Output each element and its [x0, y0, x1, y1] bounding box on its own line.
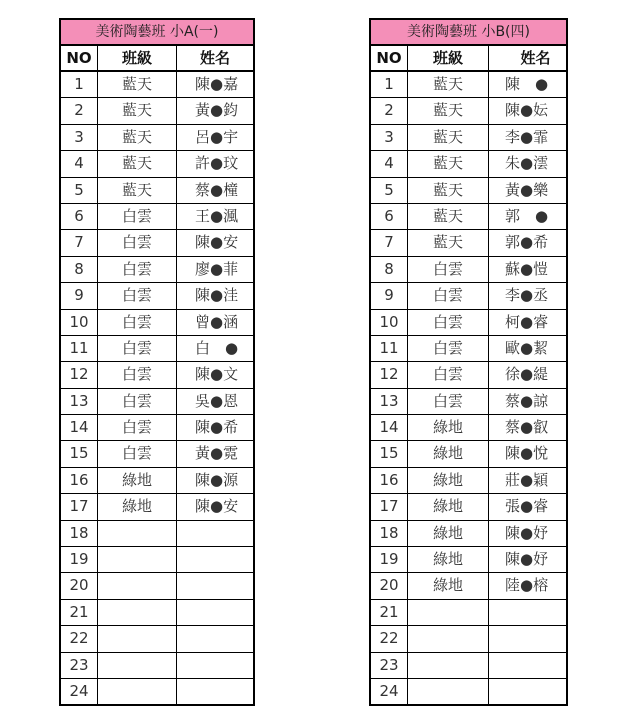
row-no: 16	[61, 468, 98, 493]
table-row	[61, 468, 253, 494]
table-row	[371, 151, 566, 177]
row-no: 15	[371, 441, 408, 466]
row-no: 4	[61, 151, 98, 176]
row-name: 陳●安	[195, 497, 239, 516]
row-no: 14	[371, 415, 408, 440]
header-name: 姓名	[520, 49, 551, 67]
row-no: 11	[371, 336, 408, 361]
row-no: 11	[61, 336, 98, 361]
row-class: 藍天	[408, 178, 489, 203]
row-class: 白雲	[98, 310, 177, 335]
row-name: 曾●涵	[195, 312, 239, 331]
row-no: 16	[371, 468, 408, 493]
row-class: 藍天	[408, 98, 489, 123]
row-name	[489, 600, 566, 625]
table-row	[371, 415, 566, 441]
row-no: 8	[61, 257, 98, 282]
row-class: 白雲	[98, 415, 177, 440]
row-no: 5	[61, 178, 98, 203]
row-class: 藍天	[98, 151, 177, 176]
row-class: 綠地	[408, 573, 489, 598]
row-name	[177, 573, 253, 598]
row-class: 白雲	[408, 389, 489, 414]
row-name: 李●丞	[505, 286, 549, 305]
header-class: 班級	[408, 46, 489, 70]
table-row	[371, 441, 566, 467]
row-class: 白雲	[98, 389, 177, 414]
row-no: 22	[371, 626, 408, 651]
row-name: 陳●洼	[195, 286, 239, 305]
table-row	[61, 98, 253, 124]
table-row	[371, 283, 566, 309]
row-class	[98, 679, 177, 704]
row-name	[177, 679, 253, 704]
table-row	[371, 600, 566, 626]
table-row	[371, 72, 566, 98]
class-roster-table-b	[369, 18, 568, 706]
row-name: 莊●穎	[505, 470, 549, 489]
table-row	[371, 547, 566, 573]
table-title: 美術陶藝班 小B(四)	[371, 20, 566, 46]
row-name: 陳●嘉	[195, 75, 239, 93]
row-name: 郭●希	[505, 233, 549, 252]
row-no: 20	[371, 573, 408, 598]
row-no: 12	[61, 362, 98, 387]
row-no: 3	[61, 125, 98, 150]
row-name: 王●渢	[195, 206, 239, 225]
row-class	[408, 679, 489, 704]
row-name: 蔡●橦	[195, 180, 239, 199]
row-name: 黃●鈞	[195, 101, 239, 120]
row-class: 綠地	[408, 415, 489, 440]
table-row	[371, 468, 566, 494]
row-no: 2	[371, 98, 408, 123]
table-row	[371, 257, 566, 283]
table-row	[371, 178, 566, 204]
table-row	[371, 521, 566, 547]
row-no: 10	[371, 310, 408, 335]
table-row	[61, 283, 253, 309]
row-class: 藍天	[408, 151, 489, 176]
row-class: 藍天	[408, 125, 489, 150]
row-no: 19	[61, 547, 98, 572]
row-name	[177, 626, 253, 651]
row-no: 19	[371, 547, 408, 572]
row-name: 陳●妤	[505, 550, 549, 569]
row-class: 藍天	[98, 125, 177, 150]
row-name	[489, 653, 566, 678]
row-class	[98, 521, 177, 546]
table-row	[371, 310, 566, 336]
row-class: 綠地	[408, 547, 489, 572]
row-no: 17	[61, 494, 98, 519]
header-no: NO	[371, 46, 408, 70]
row-name: 陸●榕	[505, 576, 549, 595]
table-row	[61, 679, 253, 704]
row-class: 白雲	[98, 441, 177, 466]
table-row	[61, 547, 253, 573]
table-row	[61, 389, 253, 415]
table-row	[371, 653, 566, 679]
row-no: 13	[61, 389, 98, 414]
row-class: 藍天	[408, 72, 489, 97]
header-name: 姓名	[199, 49, 230, 67]
table-row	[371, 230, 566, 256]
row-name	[489, 679, 566, 704]
row-name	[177, 600, 253, 625]
row-class	[98, 573, 177, 598]
row-no: 2	[61, 98, 98, 123]
row-name	[489, 626, 566, 651]
table-row	[61, 178, 253, 204]
row-no: 5	[371, 178, 408, 203]
row-name: 白 ●	[195, 338, 239, 357]
row-class: 綠地	[408, 468, 489, 493]
row-name	[177, 653, 253, 678]
row-name: 陳●希	[195, 418, 239, 437]
table-row	[61, 336, 253, 362]
row-no: 18	[61, 521, 98, 546]
row-name	[177, 521, 253, 546]
row-class: 白雲	[98, 362, 177, 387]
row-no: 1	[61, 72, 98, 97]
table-row	[371, 204, 566, 230]
row-class: 白雲	[408, 310, 489, 335]
row-name: 李●霏	[505, 127, 549, 146]
row-no: 7	[61, 230, 98, 255]
row-name: 郭 ●	[505, 206, 549, 225]
table-row	[371, 494, 566, 520]
row-no: 13	[371, 389, 408, 414]
row-class	[98, 547, 177, 572]
row-class: 白雲	[98, 336, 177, 361]
table-row	[61, 494, 253, 520]
row-name: 蘇●愷	[505, 259, 549, 278]
table-row	[61, 415, 253, 441]
row-class: 白雲	[408, 336, 489, 361]
row-no: 10	[61, 310, 98, 335]
table-row	[61, 521, 253, 547]
table-row	[61, 72, 253, 98]
row-no: 23	[371, 653, 408, 678]
table-row	[371, 679, 566, 704]
row-name: 廖●菲	[195, 259, 239, 278]
table-title: 美術陶藝班 小A(一)	[61, 20, 253, 46]
row-class: 白雲	[408, 283, 489, 308]
row-class	[98, 600, 177, 625]
row-no: 6	[61, 204, 98, 229]
row-no: 15	[61, 441, 98, 466]
row-class: 白雲	[98, 204, 177, 229]
row-class: 藍天	[98, 178, 177, 203]
table-row	[61, 230, 253, 256]
table-body	[61, 72, 253, 704]
table-row	[61, 441, 253, 467]
table-row	[61, 362, 253, 388]
row-name	[177, 547, 253, 572]
table-body	[371, 72, 566, 704]
row-no: 6	[371, 204, 408, 229]
table-row	[61, 257, 253, 283]
row-no: 14	[61, 415, 98, 440]
row-no: 9	[371, 283, 408, 308]
table-row	[371, 573, 566, 599]
table-row	[61, 310, 253, 336]
row-name: 呂●宇	[195, 127, 239, 146]
row-no: 24	[61, 679, 98, 704]
table-row	[371, 98, 566, 124]
table-row	[371, 626, 566, 652]
table-row	[61, 653, 253, 679]
row-class: 白雲	[98, 283, 177, 308]
row-no: 22	[61, 626, 98, 651]
row-class	[98, 653, 177, 678]
table-row	[61, 573, 253, 599]
row-name: 柯●睿	[505, 312, 549, 331]
row-name: 陳●源	[195, 470, 239, 489]
row-name: 朱●澐	[505, 154, 549, 173]
table-row	[371, 336, 566, 362]
class-roster-table-a	[59, 18, 255, 706]
row-name: 歐●絜	[505, 338, 549, 357]
table-row	[61, 151, 253, 177]
header-row	[61, 46, 253, 72]
row-no: 4	[371, 151, 408, 176]
table-row	[61, 626, 253, 652]
row-no: 7	[371, 230, 408, 255]
row-name: 陳●悅	[505, 444, 549, 463]
header-class: 班級	[98, 46, 177, 70]
row-name: 黃●霓	[195, 444, 239, 463]
table-row	[61, 204, 253, 230]
row-class	[408, 626, 489, 651]
row-no: 18	[371, 521, 408, 546]
header-row	[371, 46, 566, 72]
table-row	[61, 125, 253, 151]
row-name: 徐●緹	[505, 365, 549, 384]
row-class: 綠地	[408, 494, 489, 519]
row-class: 藍天	[408, 204, 489, 229]
row-class: 白雲	[408, 257, 489, 282]
row-class: 白雲	[98, 257, 177, 282]
row-no: 17	[371, 494, 408, 519]
table-row	[371, 125, 566, 151]
row-class: 藍天	[98, 72, 177, 97]
row-name: 陳●文	[195, 365, 239, 384]
row-name: 陳 ●	[505, 75, 549, 93]
row-class: 藍天	[98, 98, 177, 123]
row-name: 蔡●諒	[505, 391, 549, 410]
row-class	[408, 653, 489, 678]
row-name: 蔡●叡	[505, 418, 549, 437]
row-name: 許●玟	[195, 154, 239, 173]
row-name: 陳●安	[195, 233, 239, 252]
row-class: 白雲	[98, 230, 177, 255]
table-row	[371, 362, 566, 388]
row-name: 陳●妘	[505, 101, 549, 120]
row-no: 9	[61, 283, 98, 308]
row-no: 8	[371, 257, 408, 282]
row-class: 藍天	[408, 230, 489, 255]
row-no: 21	[61, 600, 98, 625]
row-name: 張●睿	[505, 497, 549, 516]
row-name: 黃●樂	[505, 180, 549, 199]
row-class: 白雲	[408, 362, 489, 387]
row-class	[408, 600, 489, 625]
row-no: 23	[61, 653, 98, 678]
row-name: 陳●妤	[505, 523, 549, 542]
row-class: 綠地	[98, 468, 177, 493]
row-no: 24	[371, 679, 408, 704]
row-no: 21	[371, 600, 408, 625]
row-no: 1	[371, 72, 408, 97]
header-no: NO	[61, 46, 98, 70]
row-class: 綠地	[98, 494, 177, 519]
row-no: 12	[371, 362, 408, 387]
row-class	[98, 626, 177, 651]
table-row	[371, 389, 566, 415]
row-class: 綠地	[408, 521, 489, 546]
row-name: 吳●恩	[195, 391, 239, 410]
table-row	[61, 600, 253, 626]
row-no: 3	[371, 125, 408, 150]
row-no: 20	[61, 573, 98, 598]
row-class: 綠地	[408, 441, 489, 466]
